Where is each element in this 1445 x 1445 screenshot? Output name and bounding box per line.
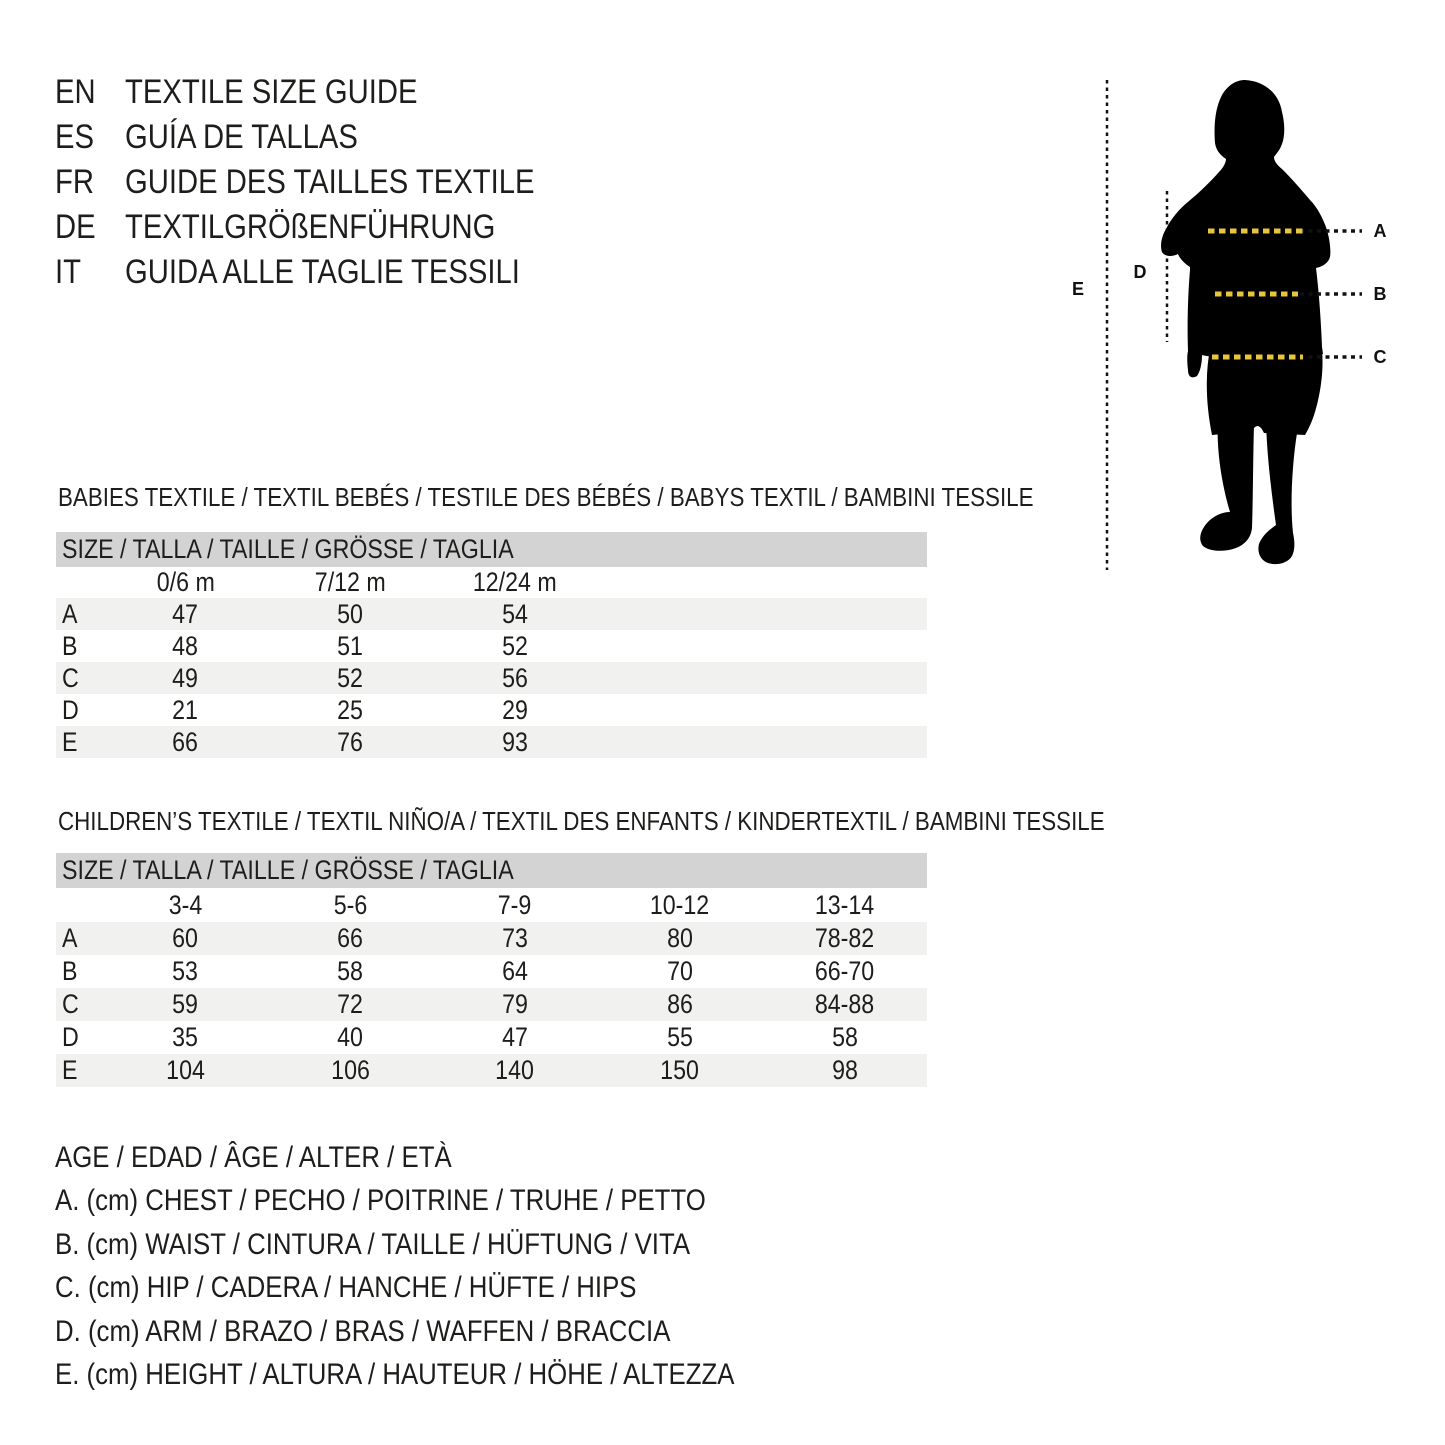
lang-title-text: GUIDE DES TAILLES TEXTILE — [125, 163, 535, 201]
babies-column-header-row — [56, 567, 927, 598]
row-label-text: D — [62, 694, 79, 725]
lang-row-fr — [55, 160, 601, 205]
children-size-header-text: SIZE / TALLA / TAILLE / GRÖSSE / TAGLIA — [62, 855, 514, 885]
legend-line-waist — [55, 1223, 845, 1267]
babies-size-header-text: SIZE / TALLA / TAILLE / GRÖSSE / TAGLIA — [62, 534, 514, 564]
cell-text: 93 — [502, 726, 528, 757]
cell-text: 60 — [172, 923, 199, 953]
cell-text: 40 — [337, 1022, 364, 1052]
table-cell — [597, 956, 762, 987]
table-row — [56, 598, 927, 630]
cell-text: 48 — [172, 630, 199, 661]
lang-code-text: EN — [55, 73, 96, 111]
babies-size-header-bar — [56, 532, 927, 567]
label-C: C — [1373, 347, 1387, 367]
column-header-text: 10-12 — [650, 889, 710, 920]
table-cell — [433, 1055, 598, 1086]
column-header-text: 7/12 m — [314, 567, 386, 597]
cell-text: 64 — [502, 956, 528, 986]
table-row — [56, 630, 927, 662]
table-row — [56, 922, 927, 955]
table-cell — [268, 599, 433, 630]
table-cell — [268, 923, 433, 954]
cell-text: 70 — [666, 956, 693, 986]
legend-line-height — [55, 1354, 845, 1398]
legend-text: E. (cm) HEIGHT / ALTURA / HAUTEUR / HÖHE / ALTEZZA — [55, 1358, 735, 1392]
table-row — [56, 955, 927, 988]
table-cell — [762, 1055, 927, 1086]
table-cell — [103, 599, 268, 630]
table-cell — [762, 1022, 927, 1053]
child-silhouette-left-leg — [1200, 418, 1254, 551]
lang-code — [55, 253, 125, 292]
table-cell — [103, 727, 268, 758]
lang-row-it — [55, 250, 601, 295]
legend-line-arm — [55, 1310, 845, 1354]
column-header-text: 7-9 — [498, 889, 532, 920]
cell-text: 49 — [172, 662, 199, 693]
row-label — [56, 1022, 103, 1053]
lang-code — [55, 163, 125, 202]
lang-title — [125, 163, 601, 202]
column-header-text: 13-14 — [814, 889, 875, 920]
lang-title-text: TEXTILGRÖßENFÜHRUNG — [125, 208, 496, 246]
row-label-text: C — [62, 989, 79, 1019]
cell-text: 104 — [166, 1055, 205, 1085]
lang-code-text: ES — [55, 118, 95, 156]
cell-text: 50 — [337, 598, 364, 629]
column-header — [268, 890, 433, 921]
children-size-table — [56, 853, 927, 1087]
column-header — [103, 890, 268, 921]
babies-size-table — [56, 532, 927, 758]
row-label-text: D — [62, 1022, 79, 1052]
cell-text: 66 — [172, 726, 199, 757]
children-section-title — [58, 808, 1275, 834]
row-label-text: A — [62, 598, 78, 629]
table-cell — [268, 727, 433, 758]
table-cell — [103, 663, 268, 694]
label-B: B — [1373, 284, 1387, 304]
cell-text: 76 — [337, 726, 364, 757]
cell-text: 52 — [337, 662, 364, 693]
cell-text: 58 — [831, 1022, 858, 1052]
column-header — [103, 567, 268, 598]
cell-text: 21 — [172, 694, 199, 725]
cell-text: 59 — [172, 989, 199, 1019]
cell-text: 72 — [337, 989, 364, 1019]
row-label — [56, 1055, 103, 1086]
label-D: D — [1133, 262, 1147, 282]
table-cell — [268, 631, 433, 662]
cell-text: 73 — [502, 923, 528, 953]
table-cell — [597, 989, 762, 1020]
cell-text: 56 — [502, 662, 528, 693]
cell-text: 58 — [337, 956, 364, 986]
column-header — [268, 567, 433, 598]
cell-text: 98 — [831, 1055, 858, 1085]
cell-text: 35 — [172, 1022, 199, 1052]
table-cell — [103, 631, 268, 662]
legend-text: AGE / EDAD / ÂGE / ALTER / ETÀ — [55, 1140, 452, 1174]
table-cell — [103, 1055, 268, 1086]
cell-text: 47 — [502, 1022, 528, 1052]
lang-code — [55, 208, 125, 247]
table-cell — [597, 923, 762, 954]
table-cell — [433, 923, 598, 954]
child-silhouette-right-leg — [1258, 422, 1297, 564]
row-label — [56, 727, 103, 758]
table-cell — [268, 1055, 433, 1086]
legend-text: A. (cm) CHEST / PECHO / POITRINE / TRUHE / PETTO — [55, 1184, 706, 1218]
table-cell — [268, 663, 433, 694]
babies-section-title — [58, 484, 1192, 510]
child-silhouette-diagram — [1050, 60, 1445, 600]
table-cell — [762, 956, 927, 987]
lang-title — [125, 208, 601, 247]
row-label-text: B — [62, 956, 78, 986]
cell-text: 47 — [172, 598, 199, 629]
table-cell — [103, 1022, 268, 1053]
lang-title-text: GUIDA ALLE TAGLIE TESSILI — [125, 253, 520, 291]
table-row — [56, 988, 927, 1021]
lang-row-de — [55, 205, 601, 250]
table-cell — [103, 695, 268, 726]
label-E: E — [1071, 279, 1085, 299]
row-label — [56, 663, 103, 694]
row-label — [56, 923, 103, 954]
babies-section-title-text: BABIES TEXTILE / TEXTIL BEBÉS / TESTILE DES BÉBÉS / BABYS TEXTIL / BAMBINI TESSILE — [58, 482, 1034, 512]
table-cell — [268, 695, 433, 726]
lang-title — [125, 73, 601, 112]
children-column-header-row — [56, 888, 927, 922]
cell-text: 55 — [666, 1022, 693, 1052]
row-label-text: E — [62, 1055, 78, 1085]
table-cell — [103, 989, 268, 1020]
row-label — [56, 989, 103, 1020]
cell-text: 80 — [666, 923, 693, 953]
measurement-figure — [1050, 60, 1445, 600]
lang-title — [125, 118, 601, 157]
table-cell — [433, 663, 598, 694]
cell-text: 29 — [502, 694, 528, 725]
lang-code-text: IT — [55, 253, 81, 291]
table-cell — [268, 956, 433, 987]
table-row — [56, 662, 927, 694]
cell-text: 25 — [337, 694, 364, 725]
legend-text: B. (cm) WAIST / CINTURA / TAILLE / HÜFTUNG / VITA — [55, 1227, 691, 1261]
cell-text: 66-70 — [814, 956, 875, 986]
table-cell — [597, 1022, 762, 1053]
table-cell — [433, 599, 598, 630]
column-header-text: 12/24 m — [473, 567, 557, 597]
row-label — [56, 631, 103, 662]
lang-title — [125, 253, 601, 292]
lang-code-text: DE — [55, 208, 96, 246]
column-header-text: 3-4 — [168, 889, 203, 920]
table-row — [56, 726, 927, 758]
column-header-text: 0/6 m — [156, 567, 215, 597]
table-cell — [762, 989, 927, 1020]
lang-title-text: TEXTILE SIZE GUIDE — [125, 73, 418, 111]
column-header — [597, 890, 762, 921]
lang-code — [55, 73, 125, 112]
row-label-text: E — [62, 726, 78, 757]
cell-text: 51 — [337, 630, 364, 661]
table-cell — [433, 695, 598, 726]
table-cell — [433, 1022, 598, 1053]
cell-text: 140 — [495, 1055, 535, 1085]
legend-line-hip — [55, 1267, 845, 1311]
cell-text: 106 — [330, 1055, 370, 1085]
row-label-text: C — [62, 662, 79, 693]
label-A: A — [1373, 221, 1387, 241]
language-title-block — [55, 70, 601, 295]
row-label — [56, 599, 103, 630]
cell-text: 66 — [337, 923, 364, 953]
lang-row-en — [55, 70, 601, 115]
cell-text: 84-88 — [814, 989, 875, 1019]
legend-line-chest — [55, 1180, 845, 1224]
row-label — [56, 956, 103, 987]
measurement-legend — [55, 1136, 845, 1397]
lang-code — [55, 118, 125, 157]
cell-text: 52 — [502, 630, 528, 661]
column-header — [433, 567, 598, 598]
table-row — [56, 1054, 927, 1087]
children-size-header-bar — [56, 853, 927, 888]
cell-text: 54 — [502, 598, 528, 629]
column-header — [433, 890, 598, 921]
table-cell — [433, 727, 598, 758]
table-cell — [433, 956, 598, 987]
table-cell — [268, 1022, 433, 1053]
cell-text: 79 — [502, 989, 528, 1019]
cell-text: 86 — [666, 989, 693, 1019]
row-label-text: B — [62, 630, 78, 661]
lang-title-text: GUÍA DE TALLAS — [125, 118, 358, 156]
legend-line-age — [55, 1136, 845, 1180]
table-row — [56, 694, 927, 726]
cell-text: 53 — [172, 956, 199, 986]
lang-code-text: FR — [55, 163, 94, 201]
row-label-text: A — [62, 923, 78, 953]
lang-row-es — [55, 115, 601, 160]
table-cell — [597, 1055, 762, 1086]
table-cell — [103, 956, 268, 987]
column-header-text: 5-6 — [333, 889, 367, 920]
table-cell — [268, 989, 433, 1020]
row-label — [56, 695, 103, 726]
table-cell — [433, 631, 598, 662]
table-cell — [762, 923, 927, 954]
cell-text: 78-82 — [814, 923, 875, 953]
cell-text: 150 — [660, 1055, 700, 1085]
legend-text: C. (cm) HIP / CADERA / HANCHE / HÜFTE / HIPS — [55, 1271, 637, 1305]
column-header — [762, 890, 927, 921]
table-cell — [433, 989, 598, 1020]
table-cell — [103, 923, 268, 954]
children-section-title-text: CHILDREN’S TEXTILE / TEXTIL NIÑO/A / TEXTIL DES ENFANTS / KINDERTEXTIL / BAMBINI TESSILE — [58, 806, 1105, 836]
legend-text: D. (cm) ARM / BRAZO / BRAS / WAFFEN / BRACCIA — [55, 1314, 671, 1348]
table-row — [56, 1021, 927, 1054]
